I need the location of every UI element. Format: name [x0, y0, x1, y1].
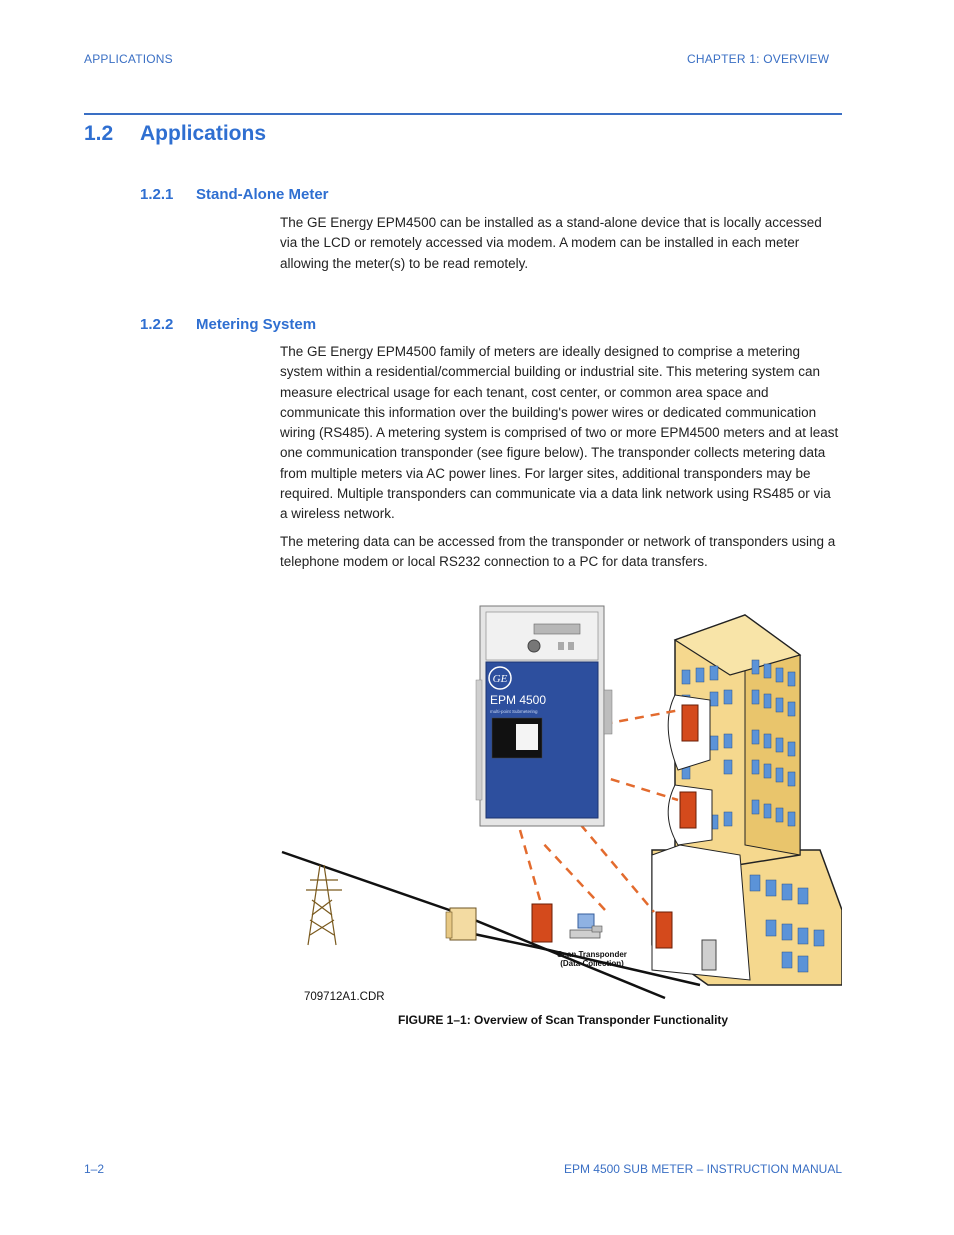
metering-paragraph-2: The metering data can be accessed from the transponder or network of transponders using a telephone modem or local RS232 connection to a PC for data transfers. [280, 534, 836, 570]
subsection-title: Metering System [196, 316, 317, 333]
power-tower-illustration [306, 865, 342, 945]
standalone-paragraph: The GE Energy EPM4500 can be installed as a stand-alone device that is locally accessed via the LCD or remotely accessed via modem. A modem can be installed in each meter allowing the meter(s) to be read remotely. [280, 215, 822, 271]
section-heading [84, 122, 266, 146]
subsection-heading-standalone [140, 186, 329, 203]
meter-model-label: EPM 4500 [490, 693, 547, 707]
utility-panel-illustration [446, 908, 476, 940]
building-illustration [652, 615, 842, 985]
metering-paragraph-1: The GE Energy EPM4500 family of meters are ideally designed to comprise a metering system within a residential/commercial building or industrial site. This metering system can measure electrical usage for each tenant, cost center, or common area space and communicate this information over the building's power wires or dedicated communication wiring (RS485). A metering system is comprised of two or more EPM4500 meters and at least one communication transponder (see figure below). The transponder collects metering data from multiple meters via AC power lines. For larger sites, additional transponders may be required. Multiple transponders can communicate via a data link network using RS485 or via a wireless network. [280, 344, 839, 522]
scan-transponder-illustration [532, 904, 602, 942]
section-title: Applications [140, 122, 267, 145]
running-header-chapter: CHAPTER 1: OVERVIEW [687, 52, 830, 66]
header-divider [84, 113, 842, 115]
transponder-label-line2: (Data Collection) [560, 959, 624, 968]
section-number: 1.2 [84, 122, 114, 145]
running-footer-title: EPM 4500 SUB METER – INSTRUCTION MANUAL [563, 1162, 842, 1176]
transponder-label-line1: Scan Transponder [557, 950, 627, 959]
subsection-number: 1.2.2 [140, 316, 174, 333]
page-number: 1–2 [84, 1162, 105, 1176]
subsection-heading-metering [140, 316, 316, 333]
meter-sublabel: multi-point Submetering [490, 709, 538, 714]
subsection-title: Stand-Alone Meter [196, 186, 329, 203]
scan-transponder-figure [280, 600, 842, 1010]
subsection-number: 1.2.1 [140, 186, 174, 203]
ge-logo: GE [492, 673, 508, 685]
figure-caption: FIGURE 1–1: Overview of Scan Transponder Functionality [398, 1013, 729, 1027]
running-header-section: APPLICATIONS [84, 52, 173, 66]
figure-file-id: 709712A1.CDR [304, 991, 385, 1003]
epm4500-meter [476, 606, 612, 826]
